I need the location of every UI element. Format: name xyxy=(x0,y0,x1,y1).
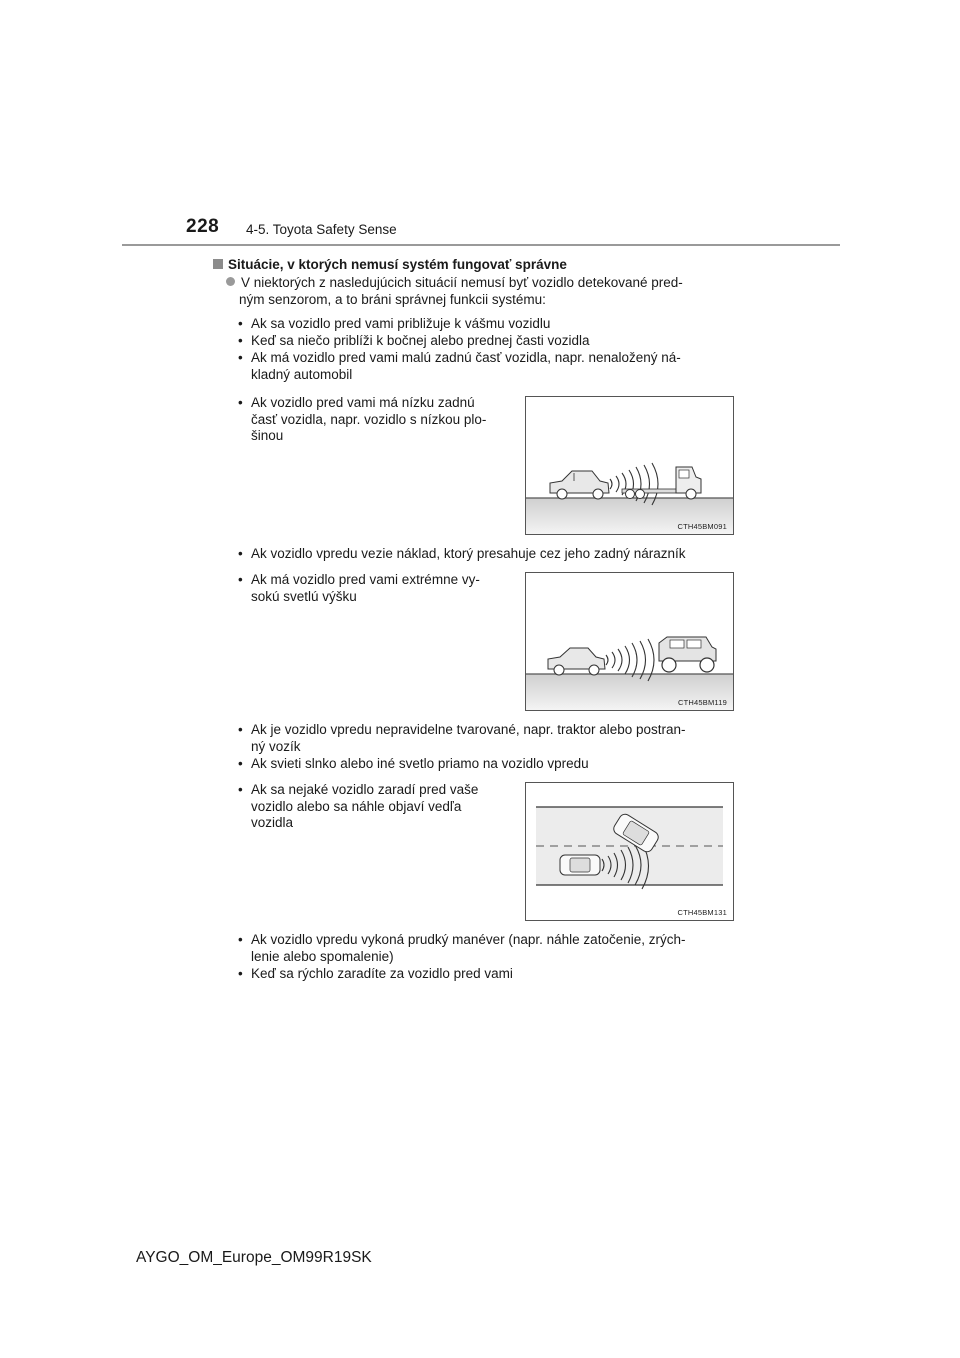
list-item xyxy=(238,722,761,755)
illustration-high-vehicle xyxy=(526,573,733,710)
square-marker-icon xyxy=(213,259,223,269)
intro-line-2: ným senzorom, a to bráni správnej funkcii systému: xyxy=(239,291,546,307)
figure-code: CTH45BM119 xyxy=(678,698,727,707)
list-item xyxy=(238,966,761,983)
list-item-text: Ak vozidlo vpredu vykoná prudký manéver (napr. náhle zatočenie, zrých- xyxy=(251,932,686,947)
list-item xyxy=(238,756,761,773)
list-item-text: ný vozík xyxy=(251,738,301,754)
intro-line-1: V niektorých z nasledujúcich situácií nemusí byť vozidlo detekované pred- xyxy=(241,275,683,290)
footer-document-code: AYGO_OM_Europe_OM99R19SK xyxy=(136,1249,372,1266)
header-rule xyxy=(122,244,840,246)
list-item-text: šinou xyxy=(251,428,284,443)
list-item-text: Ak vozidlo pred vami má nízku zadnú xyxy=(251,395,475,410)
section-title: 4-5. Toyota Safety Sense xyxy=(246,222,397,237)
list-item xyxy=(238,546,761,563)
list-item-text: lenie alebo spomalenie) xyxy=(251,948,394,964)
figure-high-clearance-vehicle xyxy=(525,572,734,711)
list-item-text: časť vozidla, napr. vozidlo s nízkou plo- xyxy=(251,411,487,427)
subsection-heading xyxy=(213,257,567,272)
intro-paragraph xyxy=(226,275,742,308)
list-item xyxy=(238,395,533,445)
illustration-cut-in xyxy=(526,783,733,920)
list-item-text: Ak vozidlo vpredu vezie náklad, ktorý presahuje cez jeho zadný nárazník xyxy=(251,546,686,561)
list-item-text: Ak je vozidlo vpredu nepravidelne tvarované, napr. traktor alebo postran- xyxy=(251,722,686,737)
list-item xyxy=(238,316,761,333)
list-item-text: Ak sa vozidlo pred vami približuje k vášmu vozidlu xyxy=(251,316,551,331)
list-item-text: Ak sa nejaké vozidlo zaradí pred vaše xyxy=(251,782,479,797)
list-item xyxy=(238,782,533,832)
heading-text: Situácie, v ktorých nemusí systém fungovať správne xyxy=(228,257,567,272)
circle-bullet-icon xyxy=(226,277,235,286)
page-number: 228 xyxy=(186,216,220,237)
figure-code: CTH45BM131 xyxy=(677,908,727,917)
list-item-text: Keď sa niečo priblíži k bočnej alebo prednej časti vozidla xyxy=(251,333,590,348)
illustration-low-trailer xyxy=(526,397,733,534)
list-item-text: sokú svetlú výšku xyxy=(251,588,357,604)
list-item-text: vozidla xyxy=(251,815,294,830)
figure-cut-in-vehicle xyxy=(525,782,734,921)
list-item xyxy=(238,350,761,383)
list-item-text: Ak má vozidlo pred vami extrémne vy- xyxy=(251,572,480,587)
figure-low-bed-trailer xyxy=(525,396,734,535)
list-item-text: kladný automobil xyxy=(251,366,353,382)
list-item xyxy=(238,572,533,605)
list-item xyxy=(238,333,761,350)
list-item-text: Ak má vozidlo pred vami malú zadnú časť vozidla, napr. nenaložený ná- xyxy=(251,350,681,365)
list-item-text: Keď sa rýchlo zaradíte za vozidlo pred vami xyxy=(251,966,513,981)
list-item xyxy=(238,932,761,965)
list-item-text: vozidlo alebo sa náhle objaví vedľa xyxy=(251,798,462,814)
figure-code: CTH45BM091 xyxy=(677,522,727,531)
list-item-text: Ak svieti slnko alebo iné svetlo priamo na vozidlo vpredu xyxy=(251,756,589,771)
